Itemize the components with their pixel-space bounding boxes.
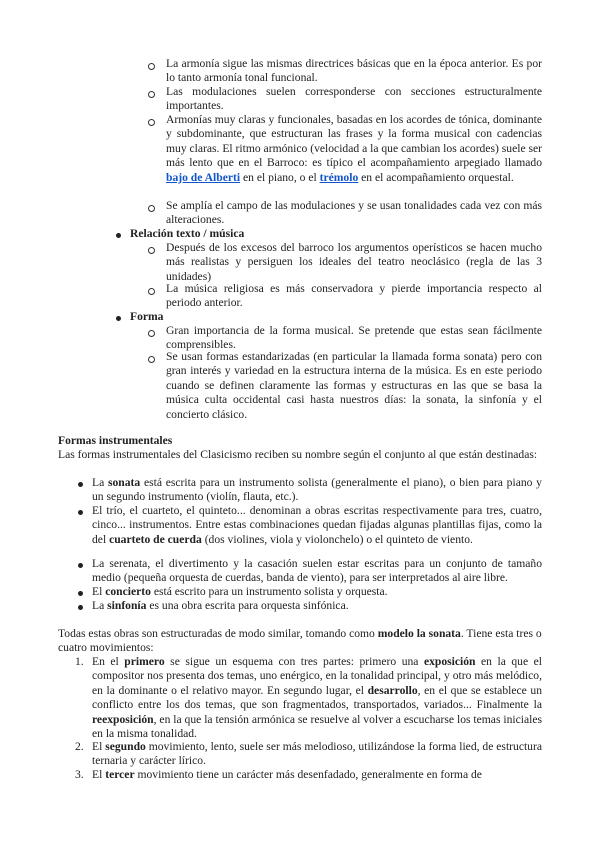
list-item: Se usan formas estandarizadas (en particular la llamada forma sonata) pero con gran interés y variedad en la estructura interna de la música. Es en este periodo cuando se definen claramente las formas y estructuras en las que se basa la música culta occidental casi hasta nuestros días: la sonata, la sinfonía y el concierto clásico. — [166, 350, 542, 421]
list-item: La serenata, el divertimento y la casación suelen estar escritas para un conjunto de tamaño medio (pequeña orquesta de cuerdas, banda de viento), para ser interpretados al aire libre. — [92, 557, 542, 585]
section-heading: Forma — [130, 310, 164, 323]
bullet-icon — [78, 605, 83, 610]
list-item: El concierto está escrito para un instrumento solista y orquesta. — [92, 585, 388, 598]
list-item: La sinfonía es una obra escrita para orquesta sinfónica. — [92, 599, 349, 612]
circle-bullet-icon — [148, 330, 155, 337]
bullet-icon — [78, 482, 83, 487]
list-number: 1. — [75, 655, 84, 668]
circle-bullet-icon — [148, 205, 155, 212]
circle-bullet-icon — [148, 119, 155, 126]
tremolo-link[interactable]: trémolo — [319, 170, 359, 184]
paragraph: Todas estas obras son estructuradas de modo similar, tomando como modelo la sonata. Tiene esta tres o cuatro movimientos: — [58, 627, 542, 655]
bullet-icon — [78, 591, 83, 596]
list-item: En el primero se sigue un esquema con tres partes: primero una exposición en la que el compositor nos presenta dos temas, uno enérgico, en la tonalidad principal, y otro más melódico, en la dominante o el relativo mayor. En segundo lugar, el desarrollo, en el que se establece un conflicto entre los dos temas, que son fragmentados, transportados, variados... Finalmente la reexposición, en la que la tensión armónica se resuelve al volver a escucharse los temas iniciales en la misma tonalidad. — [92, 655, 543, 741]
bullet-icon — [116, 316, 121, 321]
list-item: La armonía sigue las mismas directrices básicas que en la época anterior. Es por lo tanto armonía tonal funcional. — [166, 57, 542, 85]
circle-bullet-icon — [148, 91, 155, 98]
bullet-icon — [78, 563, 83, 568]
list-item: Se amplía el campo de las modulaciones y se usan tonalidades cada vez con más alteraciones. — [166, 199, 542, 227]
list-item: Después de los excesos del barroco los argumentos operísticos se hacen mucho más realistas y persiguen los ideales del teatro neoclásico (regla de las 3 unidades) — [166, 241, 542, 283]
list-number: 2. — [75, 740, 84, 753]
list-item: El segundo movimiento, lento, suele ser más melodioso, utilizándose la forma lied, de estructura ternaria y carácter lírico. — [92, 740, 542, 768]
bullet-icon — [78, 510, 83, 515]
circle-bullet-icon — [148, 247, 155, 254]
list-item: Armonías muy claras y funcionales, basadas en los acordes de tónica, dominante y subdominante, que estructuran las frases y la forma musical con cadencias muy claras. El ritmo armónico (velocidad a la que cambian los acordes) suele ser más lento que en el Barroco: es típico el acompañamiento arpegiado llamado bajo de Alberti en el piano, o el trémolo en el acompañamiento orquestal. — [166, 113, 543, 184]
paragraph: Las formas instrumentales del Clasicismo reciben su nombre según el conjunto al que están destinadas: — [58, 448, 538, 461]
section-heading: Relación texto / música — [130, 227, 245, 240]
circle-bullet-icon — [148, 356, 155, 363]
list-item: Las modulaciones suelen corresponderse con secciones estructuralmente importantes. — [166, 85, 542, 113]
circle-bullet-icon — [148, 63, 155, 70]
list-item: El tercer movimiento tiene un carácter más desenfadado, generalmente en forma de — [92, 768, 482, 781]
list-number: 3. — [75, 768, 84, 781]
list-item: El trío, el cuarteto, el quinteto... denominan a obras escritas respectivamente para tres, cuatro, cinco... instrumentos. Entre estas combinaciones quedan fijadas algunas plantillas fijas, como la del cuarteto de cuerda (dos violines, viola y violonchelo) o el quinteto de viento. — [92, 504, 542, 546]
list-item: La sonata está escrita para un instrumento solista (generalmente el piano), o bien para piano y un segundo instrumento (violín, flauta, etc.). — [92, 476, 542, 504]
list-item: La música religiosa es más conservadora y pierde importancia respecto al periodo anterior. — [166, 282, 542, 310]
circle-bullet-icon — [148, 288, 155, 295]
bullet-icon — [116, 233, 121, 238]
bajo-de-alberti-link[interactable]: bajo de Alberti — [166, 170, 241, 184]
page-heading: Formas instrumentales — [58, 434, 173, 447]
list-item: Gran importancia de la forma musical. Se pretende que estas sean fácilmente comprensibles. — [166, 324, 542, 352]
